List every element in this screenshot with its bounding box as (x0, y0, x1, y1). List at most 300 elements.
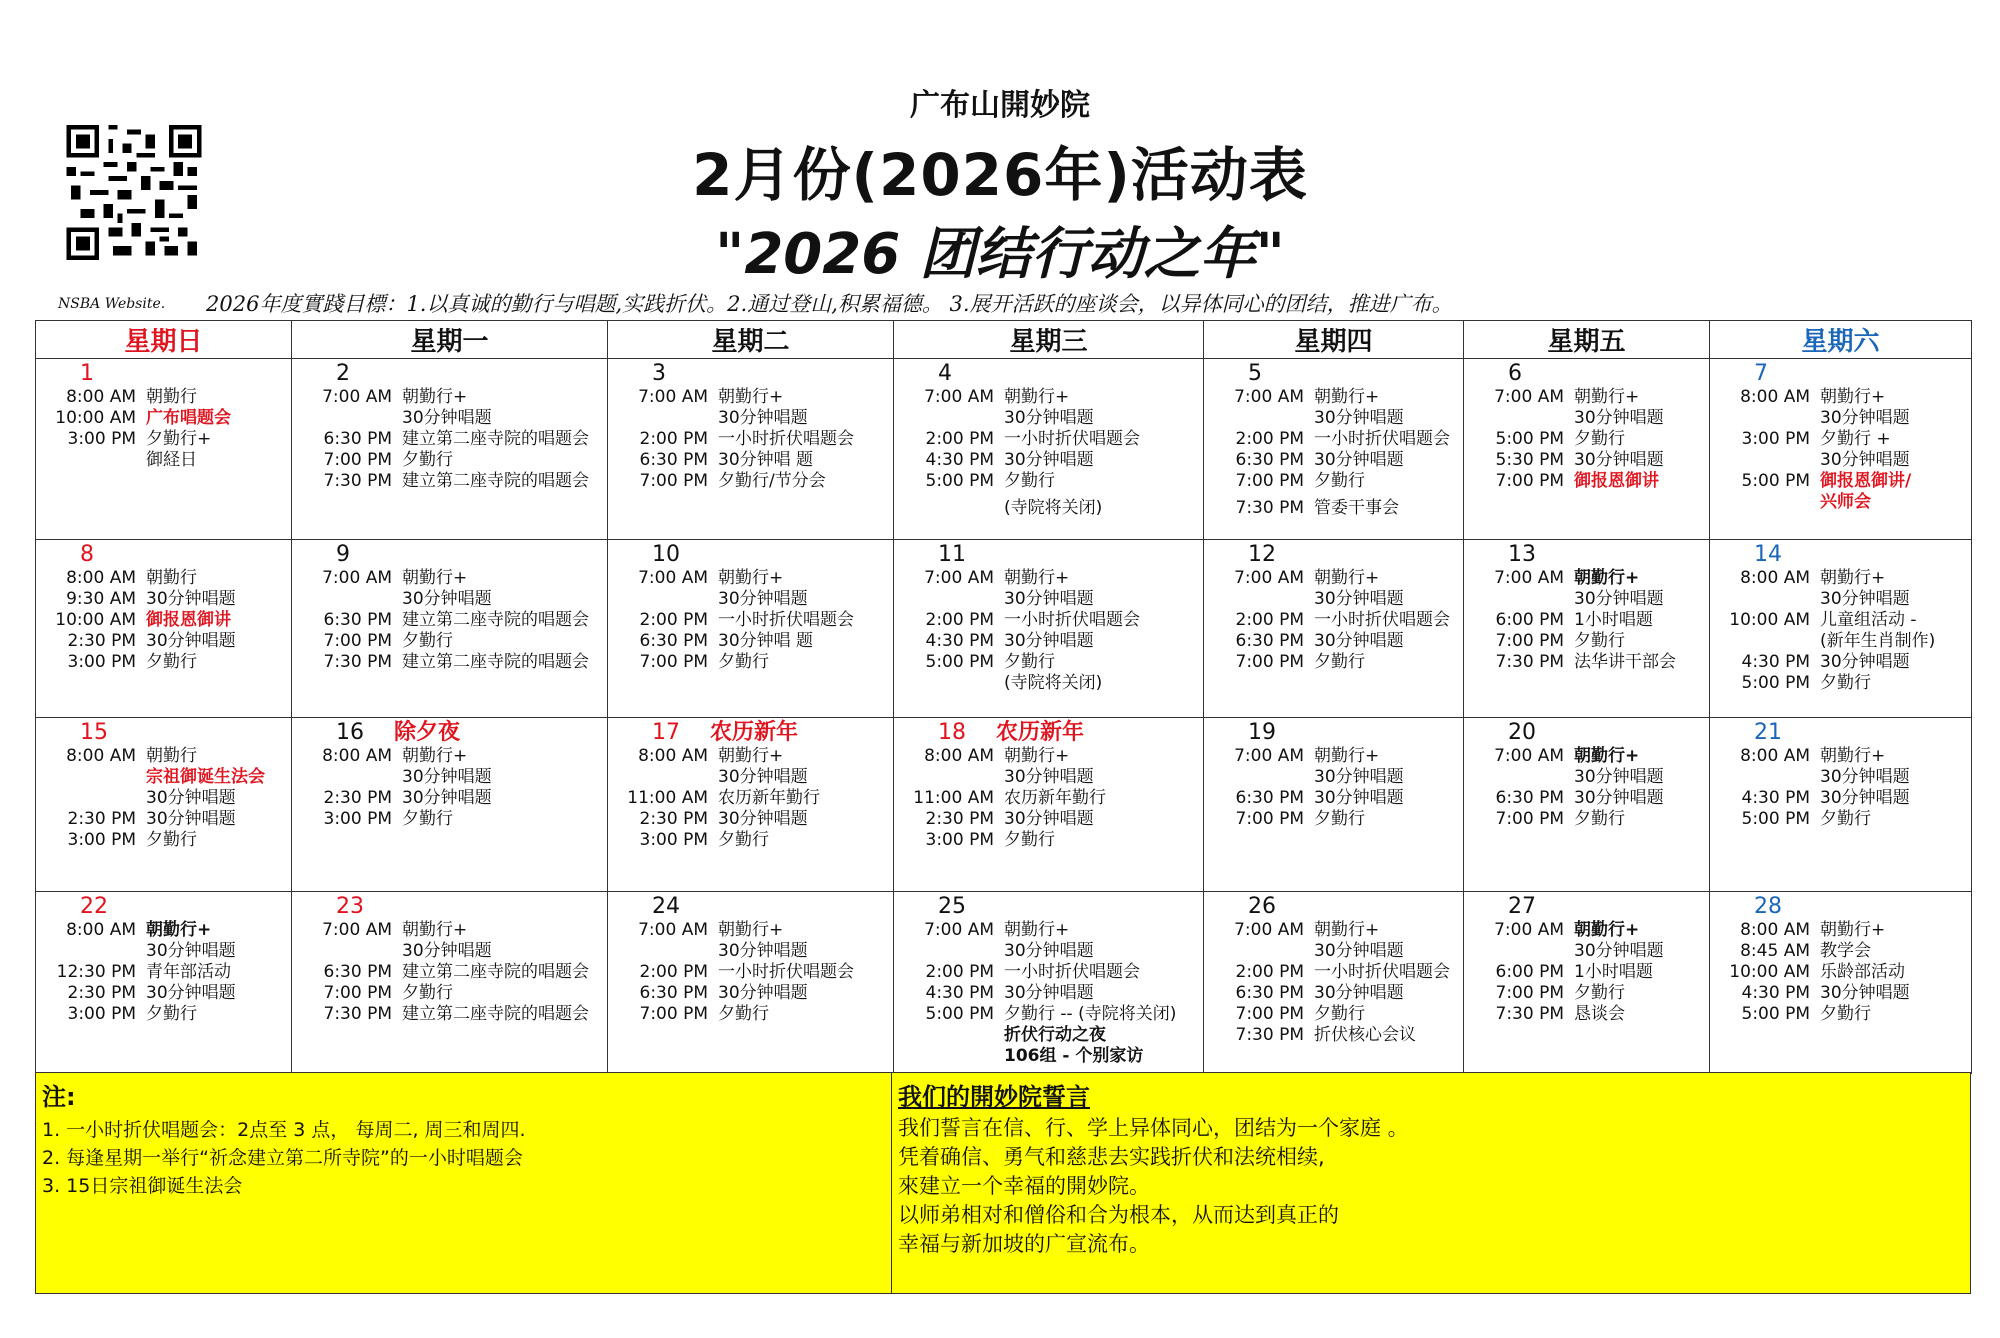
event-item (40, 920, 287, 941)
event-desc: 夕勤行 (718, 830, 769, 850)
event-time: 2:00 PM (925, 962, 994, 982)
week-row (36, 718, 1972, 892)
day-number-text: 8 (80, 542, 94, 567)
event-item (296, 983, 603, 1004)
page-title: 2月份(2026年)活动表 (692, 141, 1308, 209)
day-number-text: 22 (80, 894, 108, 919)
website-label[interactable]: NSBA Website. (58, 296, 166, 312)
event-desc: 30分钟唱题 (1314, 408, 1404, 428)
event-desc: 折伏核心会议 (1314, 1025, 1416, 1045)
event-item (1714, 631, 1967, 652)
event-desc: 夕勤行 (1314, 1004, 1365, 1024)
event-time: 8:00 AM (1740, 568, 1810, 588)
event-item (612, 962, 889, 983)
org-name: 广布山開妙院 (910, 88, 1090, 123)
event-item (40, 568, 287, 589)
event-desc: 恳谈会 (1574, 1004, 1625, 1024)
event-time: 4:30 PM (1741, 983, 1810, 1003)
event-time: 2:00 PM (639, 610, 708, 630)
event-desc: 一小时折伏唱题会 (1314, 610, 1450, 630)
note-item: 1. 一小时折伏唱题会：2点至 3 点， 每周二, 周三和周四. (42, 1119, 526, 1141)
event-desc: 30分钟唱题 (718, 941, 808, 961)
day-cell[interactable] (608, 540, 894, 718)
event-desc: 朝勤行+ (1314, 746, 1380, 766)
event-time: 4:30 PM (1741, 652, 1810, 672)
event-time (296, 408, 402, 429)
event-time (898, 408, 1004, 429)
event-item (898, 673, 1199, 694)
event-time (40, 767, 146, 788)
day-number-text: 12 (1248, 542, 1276, 567)
event-item (296, 408, 603, 429)
day-cell[interactable] (36, 892, 292, 1074)
day-number (296, 720, 603, 746)
event-time: 7:00 AM (924, 920, 994, 940)
day-cell[interactable] (608, 359, 894, 540)
event-item (898, 767, 1199, 788)
event-desc: 广布唱题会 (146, 408, 231, 428)
event-time: 7:00 PM (323, 631, 392, 651)
event-item (296, 788, 603, 809)
event-item (898, 830, 1199, 851)
event-item (612, 1004, 889, 1025)
event-item (1714, 450, 1967, 471)
day-cell[interactable] (1204, 892, 1464, 1074)
event-time (898, 498, 1004, 519)
event-time: 4:30 PM (925, 631, 994, 651)
event-desc: 30分钟唱题 (146, 631, 236, 651)
event-item (898, 589, 1199, 610)
day-cell[interactable] (1464, 359, 1710, 540)
event-item (898, 920, 1199, 941)
event-desc: 夕勤行/节分会 (718, 471, 826, 491)
event-time: 12:30 PM (56, 962, 136, 982)
event-time (296, 941, 402, 962)
event-desc: 教学会 (1820, 941, 1871, 961)
event-time: 5:00 PM (1741, 673, 1810, 693)
event-desc: 30分钟唱题 (1314, 450, 1404, 470)
event-item (1714, 471, 1967, 492)
event-item (1208, 408, 1459, 429)
event-time (898, 673, 1004, 694)
event-time: 6:30 PM (1235, 983, 1304, 1003)
event-time: 7:30 PM (323, 652, 392, 672)
event-item (40, 962, 287, 983)
event-desc: 30分钟唱题 (718, 589, 808, 609)
day-cell[interactable] (292, 718, 608, 892)
event-time: 7:30 PM (323, 1004, 392, 1024)
event-item (40, 983, 287, 1004)
event-item (296, 962, 603, 983)
event-item (1208, 788, 1459, 809)
event-item (1714, 788, 1967, 809)
day-number (898, 894, 1199, 920)
weekday-fri: 星期五 (1464, 321, 1710, 359)
event-time: 8:00 AM (638, 746, 708, 766)
event-item (612, 471, 889, 492)
weekday-thu: 星期四 (1204, 321, 1464, 359)
day-number-text: 6 (1508, 361, 1522, 386)
vow-line: 幸福与新加坡的广宣流布。 (898, 1232, 1150, 1256)
vow-heading: 我们的開妙院誓言 (898, 1083, 1090, 1111)
event-desc: 夕勤行 (1574, 429, 1625, 449)
day-number-text: 19 (1248, 720, 1276, 745)
event-desc: 朝勤行+ (1004, 920, 1070, 940)
event-time (612, 941, 718, 962)
day-cell[interactable] (1204, 540, 1464, 718)
day-number-text: 16 (336, 720, 364, 745)
event-desc: 30分钟唱题 (1314, 941, 1404, 961)
event-desc: 建立第二座寺院的唱题会 (402, 429, 589, 449)
event-desc: 一小时折伏唱题会 (1004, 429, 1140, 449)
event-time: 2:00 PM (1235, 429, 1304, 449)
event-time: 3:00 PM (67, 429, 136, 449)
event-desc: 夕勤行 (1004, 471, 1055, 491)
event-item (296, 610, 603, 631)
day-number-text: 15 (80, 720, 108, 745)
day-number (296, 542, 603, 568)
event-desc: 30分钟唱题 (1314, 631, 1404, 651)
event-item (296, 767, 603, 788)
event-desc: 1小时唱题 (1574, 610, 1653, 630)
day-number (1468, 361, 1705, 387)
day-cell[interactable] (1710, 718, 1972, 892)
event-time: 6:30 PM (639, 983, 708, 1003)
day-cell[interactable] (1710, 540, 1972, 718)
day-number (40, 720, 287, 746)
event-item (1468, 1004, 1705, 1025)
day-number-text: 9 (336, 542, 350, 567)
event-item (898, 450, 1199, 471)
event-desc: 朝勤行+ (1004, 568, 1070, 588)
event-desc: 30分钟唱题 (146, 983, 236, 1003)
event-desc: 30分钟唱题 (1820, 983, 1910, 1003)
calendar-table (35, 320, 1972, 1074)
event-time: 5:30 PM (1495, 450, 1564, 470)
event-time (612, 589, 718, 610)
event-item (1208, 498, 1459, 519)
event-item (1714, 1004, 1967, 1025)
event-item (1468, 589, 1705, 610)
event-desc: 一小时折伏唱题会 (1314, 962, 1450, 982)
event-time (1208, 941, 1314, 962)
event-time: 2:30 PM (67, 809, 136, 829)
day-cell[interactable] (608, 892, 894, 1074)
event-time: 7:00 PM (323, 983, 392, 1003)
event-item (898, 652, 1199, 673)
day-number (40, 542, 287, 568)
yearly-goal: 2026年度實踐目標：1.以真诚的勤行与唱题,实践折伏。2.通过登山,积累福德。 3.展开活跃的座谈会，以异体同心的团结，推进广布。 (206, 292, 1453, 316)
event-time (1208, 767, 1314, 788)
event-desc: 法华讲干部会 (1574, 652, 1676, 672)
event-time: 7:00 PM (639, 652, 708, 672)
event-time (1208, 408, 1314, 429)
event-time: 7:00 AM (322, 920, 392, 940)
event-desc: 朝勤行+ (402, 746, 468, 766)
event-desc: 30分钟唱题 (1574, 788, 1664, 808)
event-item (898, 1004, 1199, 1025)
event-item (612, 568, 889, 589)
event-item (1714, 429, 1967, 450)
event-item (296, 920, 603, 941)
event-item (612, 387, 889, 408)
event-time (1468, 589, 1574, 610)
event-time: 4:30 PM (925, 983, 994, 1003)
event-time (898, 589, 1004, 610)
event-time: 7:00 PM (1495, 471, 1564, 491)
event-item (612, 631, 889, 652)
event-desc: 30分钟唱题 (1820, 788, 1910, 808)
event-time (40, 788, 146, 809)
day-number-text: 13 (1508, 542, 1536, 567)
event-time: 2:00 PM (1235, 962, 1304, 982)
day-number (612, 542, 889, 568)
event-time (1714, 767, 1820, 788)
event-desc: 30分钟唱题 (1004, 941, 1094, 961)
day-number-text: 26 (1248, 894, 1276, 919)
day-number (1468, 720, 1705, 746)
event-desc: 朝勤行+ (1574, 920, 1640, 940)
event-desc: 建立第二座寺院的唱题会 (402, 1004, 589, 1024)
event-desc: 30分钟唱题 (1314, 788, 1404, 808)
event-desc: 一小时折伏唱题会 (1314, 429, 1450, 449)
event-item (40, 809, 287, 830)
event-desc: 夕勤行 (402, 450, 453, 470)
event-item (612, 767, 889, 788)
event-desc: 夕勤行 (146, 652, 197, 672)
day-number-text: 14 (1754, 542, 1782, 567)
event-desc: 30分钟唱题 (1820, 408, 1910, 428)
event-desc: 30分钟唱题 (402, 408, 492, 428)
event-item (898, 983, 1199, 1004)
event-desc: 朝勤行+ (1004, 746, 1070, 766)
event-time (898, 1025, 1004, 1046)
event-item (296, 429, 603, 450)
event-time: 3:00 PM (323, 809, 392, 829)
event-desc: 御报恩御讲/ (1820, 471, 1912, 491)
event-item (612, 408, 889, 429)
event-time: 3:00 PM (67, 1004, 136, 1024)
event-desc: 30分钟唱题 (1004, 767, 1094, 787)
event-desc: 30分钟唱题 (1820, 652, 1910, 672)
day-cell[interactable] (1464, 718, 1710, 892)
event-time (898, 941, 1004, 962)
event-desc: 夕勤行 (1004, 830, 1055, 850)
event-desc: 管委干事会 (1314, 498, 1399, 518)
notes-heading: 注: (42, 1083, 76, 1111)
day-cell[interactable] (894, 892, 1204, 1074)
day-cell[interactable] (1710, 892, 1972, 1074)
event-desc: 朝勤行+ (146, 920, 212, 940)
holiday-label: 除夕夜 (394, 720, 461, 745)
event-time: 11:00 AM (627, 788, 708, 808)
event-desc: 朝勤行+ (1004, 387, 1070, 407)
event-item (40, 767, 287, 788)
vow-line: 以师弟相对和僧俗和合为根本，从而达到真正的 (898, 1203, 1339, 1227)
event-item (898, 471, 1199, 492)
event-time: 7:00 PM (1235, 809, 1304, 829)
day-cell[interactable] (1710, 359, 1972, 540)
day-cell[interactable] (1464, 540, 1710, 718)
event-time: 8:00 AM (66, 746, 136, 766)
event-time: 7:30 PM (1495, 1004, 1564, 1024)
event-desc: 夕勤行 (1574, 631, 1625, 651)
event-time: 6:30 PM (323, 962, 392, 982)
event-time: 7:00 AM (638, 387, 708, 407)
event-time: 2:00 PM (925, 610, 994, 630)
vow-line: 我们誓言在信、行、学上异体同心，团结为一个家庭 。 (898, 1116, 1409, 1140)
event-desc: 夕勤行+ (146, 429, 212, 449)
day-number (898, 361, 1199, 387)
day-number (612, 361, 889, 387)
event-desc: 30分钟唱题 (718, 809, 808, 829)
day-cell[interactable] (894, 540, 1204, 718)
day-cell[interactable] (36, 359, 292, 540)
event-item (1208, 1004, 1459, 1025)
event-desc: 朝勤行+ (402, 387, 468, 407)
day-number (1208, 542, 1459, 568)
event-time: 5:00 PM (925, 652, 994, 672)
event-time: 3:00 PM (1741, 429, 1810, 449)
event-desc: 朝勤行+ (1820, 920, 1886, 940)
event-desc: (寺院将关闭) (1004, 673, 1103, 693)
event-time: 7:00 AM (1494, 387, 1564, 407)
event-item (612, 830, 889, 851)
day-number-text: 18 (938, 720, 966, 745)
event-time: 8:45 AM (1740, 941, 1810, 961)
event-time: 6:30 PM (1495, 788, 1564, 808)
event-desc: 夕勤行 (718, 652, 769, 672)
event-desc: 夕勤行 (1314, 471, 1365, 491)
day-cell[interactable] (292, 359, 608, 540)
weekday-mon: 星期一 (292, 321, 608, 359)
event-item (1208, 450, 1459, 471)
event-desc: 朝勤行+ (1574, 746, 1640, 766)
event-item (1468, 920, 1705, 941)
day-cell[interactable] (36, 718, 292, 892)
event-desc: 30分钟唱 题 (718, 450, 814, 470)
day-cell[interactable] (36, 540, 292, 718)
day-number-text: 10 (652, 542, 680, 567)
event-time: 8:00 AM (66, 920, 136, 940)
event-item (1714, 746, 1967, 767)
event-desc: 夕勤行 (1004, 652, 1055, 672)
event-item (40, 746, 287, 767)
event-item (1468, 746, 1705, 767)
event-item (612, 920, 889, 941)
event-item (40, 652, 287, 673)
day-cell[interactable] (292, 540, 608, 718)
event-desc: 106组 - 个别家访 (1004, 1046, 1144, 1066)
event-time: 10:00 AM (55, 610, 136, 630)
event-desc: 夕勤行 (1314, 652, 1365, 672)
notes-panel (36, 1073, 892, 1293)
event-item (1468, 962, 1705, 983)
day-number (40, 361, 287, 387)
event-desc: 30分钟唱题 (1574, 589, 1664, 609)
event-desc: 30分钟唱 题 (718, 631, 814, 651)
event-desc: 朝勤行+ (718, 568, 784, 588)
event-item (296, 387, 603, 408)
event-time (1714, 492, 1820, 513)
event-item (1714, 941, 1967, 962)
event-time: 2:00 PM (639, 962, 708, 982)
day-number (296, 361, 603, 387)
day-cell[interactable] (1204, 718, 1464, 892)
event-desc: 一小时折伏唱题会 (718, 610, 854, 630)
day-cell[interactable] (1464, 892, 1710, 1074)
day-cell[interactable] (1204, 359, 1464, 540)
event-desc: 宗祖御诞生法会 (146, 767, 265, 787)
event-desc: 夕勤行 (402, 631, 453, 651)
event-item (898, 962, 1199, 983)
event-time: 7:00 PM (1495, 809, 1564, 829)
event-desc: 朝勤行+ (1820, 387, 1886, 407)
day-number-text: 4 (938, 361, 952, 386)
day-cell[interactable] (894, 718, 1204, 892)
event-item (296, 746, 603, 767)
event-time (612, 408, 718, 429)
event-desc: 30分钟唱题 (1314, 767, 1404, 787)
day-number (1714, 542, 1967, 568)
day-number (1714, 720, 1967, 746)
event-time: 3:00 PM (925, 830, 994, 850)
event-item (898, 941, 1199, 962)
event-item (1714, 408, 1967, 429)
day-number-text: 23 (336, 894, 364, 919)
vow-line: 凭着确信、勇气和慈悲去实践折伏和法统相续, (898, 1145, 1325, 1169)
day-number (1714, 894, 1967, 920)
event-time: 5:00 PM (1741, 1004, 1810, 1024)
event-item (898, 746, 1199, 767)
event-time: 2:30 PM (925, 809, 994, 829)
event-time: 7:00 AM (1494, 568, 1564, 588)
event-desc: 朝勤行 (146, 387, 197, 407)
event-desc: 朝勤行+ (1314, 920, 1380, 940)
event-time: 7:00 PM (639, 1004, 708, 1024)
day-cell[interactable] (608, 718, 894, 892)
event-item (1468, 809, 1705, 830)
event-desc: 农历新年勤行 (718, 788, 820, 808)
event-time: 7:00 PM (1495, 983, 1564, 1003)
day-cell[interactable] (292, 892, 608, 1074)
day-cell[interactable] (894, 359, 1204, 540)
event-desc: 夕勤行 (402, 809, 453, 829)
event-item (296, 589, 603, 610)
event-item (296, 568, 603, 589)
event-time: 7:00 AM (638, 920, 708, 940)
event-item (296, 631, 603, 652)
event-desc: 30分钟唱题 (1004, 450, 1094, 470)
event-time: 2:30 PM (67, 631, 136, 651)
event-desc: 夕勤行 (146, 1004, 197, 1024)
event-time (1468, 941, 1574, 962)
event-time: 7:00 AM (1234, 568, 1304, 588)
event-desc: 朝勤行 (146, 568, 197, 588)
day-number (612, 894, 889, 920)
event-desc: 建立第二座寺院的唱题会 (402, 962, 589, 982)
event-desc: 折伏行动之夜 (1004, 1025, 1106, 1045)
weekday-sat: 星期六 (1710, 321, 1972, 359)
event-time (1208, 589, 1314, 610)
event-desc: 朝勤行+ (1820, 568, 1886, 588)
event-time: 7:00 AM (1234, 920, 1304, 940)
event-time: 7:30 PM (323, 471, 392, 491)
event-item (1714, 589, 1967, 610)
event-item (1468, 568, 1705, 589)
event-item (1714, 568, 1967, 589)
day-number (1468, 894, 1705, 920)
